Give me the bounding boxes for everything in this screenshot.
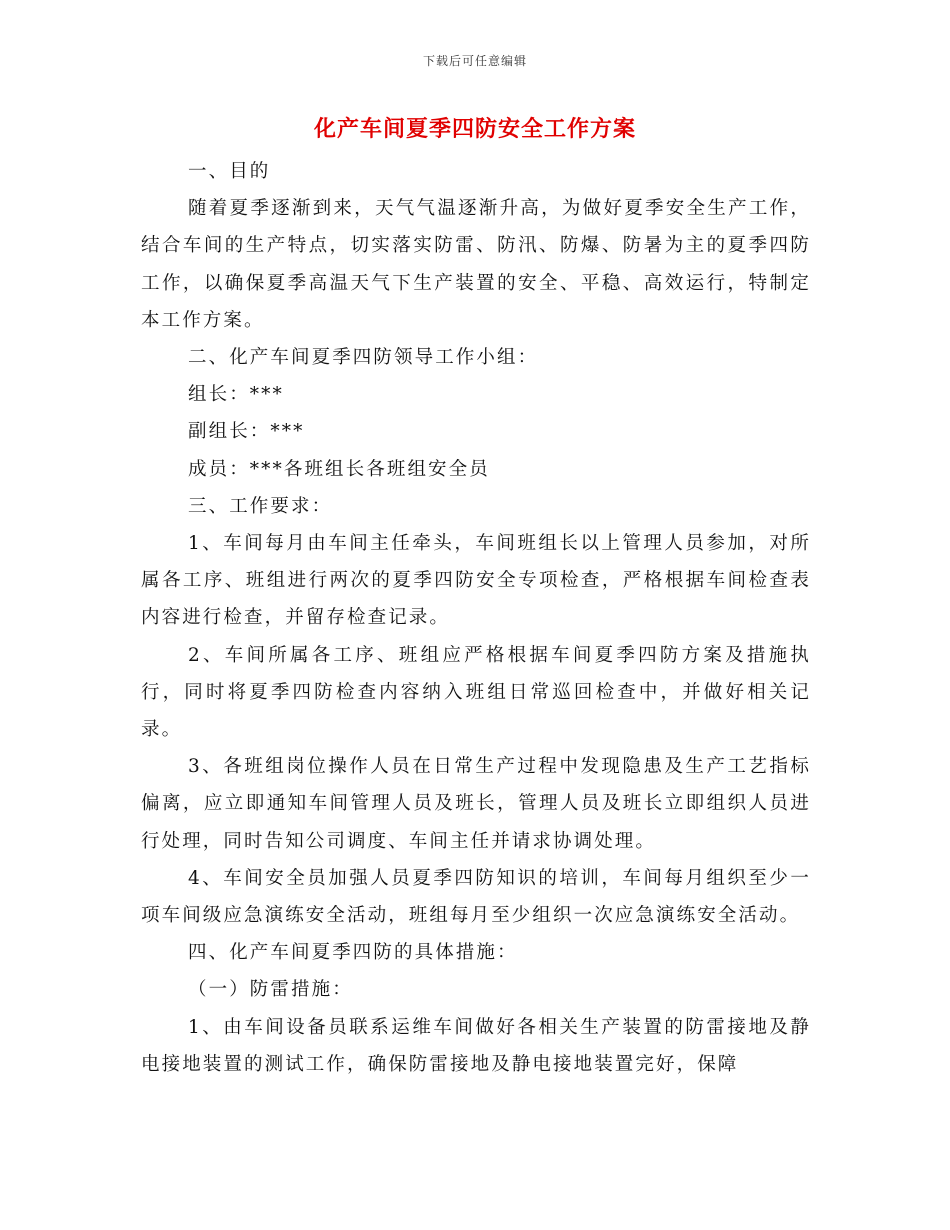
section-heading-requirements: 三、工作要求： — [188, 495, 333, 517]
lightning-measure-item-1: 1、由车间设备员联系运维车间做好各相关生产装置的防雷接地及静电接地装置的测试工作，确保防雷接地及静电接地装置完好，保障 — [141, 1016, 811, 1075]
document-body — [141, 153, 811, 1083]
members-line: 成员：***各班组长各班组安全员 — [188, 458, 490, 480]
header-note: 下载后可任意编辑 — [422, 54, 527, 68]
requirement-item-1: 1、车间每月由车间主任牵头，车间班组长以上管理人员参加，对所属各工序、班组进行两次的夏季四防安全专项检查，严格根据车间检查表内容进行检查，并留存检查记录。 — [141, 533, 811, 629]
document-title: 化产车间夏季四防安全工作方案 — [313, 116, 636, 142]
paragraph-purpose: 随着夏季逐渐到来，天气气温逐渐升高，为做好夏季安全生产工作，结合车间的生产特点，切实落实防雷、防汛、防爆、防暑为主的夏季四防工作，以确保夏季高温天气下生产装置的安全、平稳、高效运行，特制定本工作方案。 — [141, 198, 811, 331]
subsection-heading-lightning: （一）防雷措施： — [188, 979, 353, 1001]
group-leader-line: 组长：*** — [188, 384, 284, 406]
requirement-item-4: 4、车间安全员加强人员夏季四防知识的培训，车间每月组织至少一项车间级应急演练安全活动，班组每月至少组织一次应急演练安全活动。 — [141, 867, 811, 927]
requirement-item-3: 3、各班组岗位操作人员在日常生产过程中发现隐患及生产工艺指标偏离，应立即通知车间管理人员及班长，管理人员及班长立即组织人员进行处理，同时告知公司调度、车间主任并请求协调处理。 — [141, 756, 811, 852]
section-heading-purpose: 一、目的 — [188, 161, 271, 182]
section-heading-leadership-group: 二、化产车间夏季四防领导工作小组： — [188, 347, 539, 369]
requirement-item-2: 2、车间所属各工序、班组应严格根据车间夏季四防方案及措施执行，同时将夏季四防检查内容纳入班组日常巡回检查中，并做好相关记录。 — [141, 644, 811, 741]
deputy-leader-line: 副组长：*** — [188, 421, 305, 443]
section-heading-measures: 四、化产车间夏季四防的具体措施： — [188, 942, 518, 964]
